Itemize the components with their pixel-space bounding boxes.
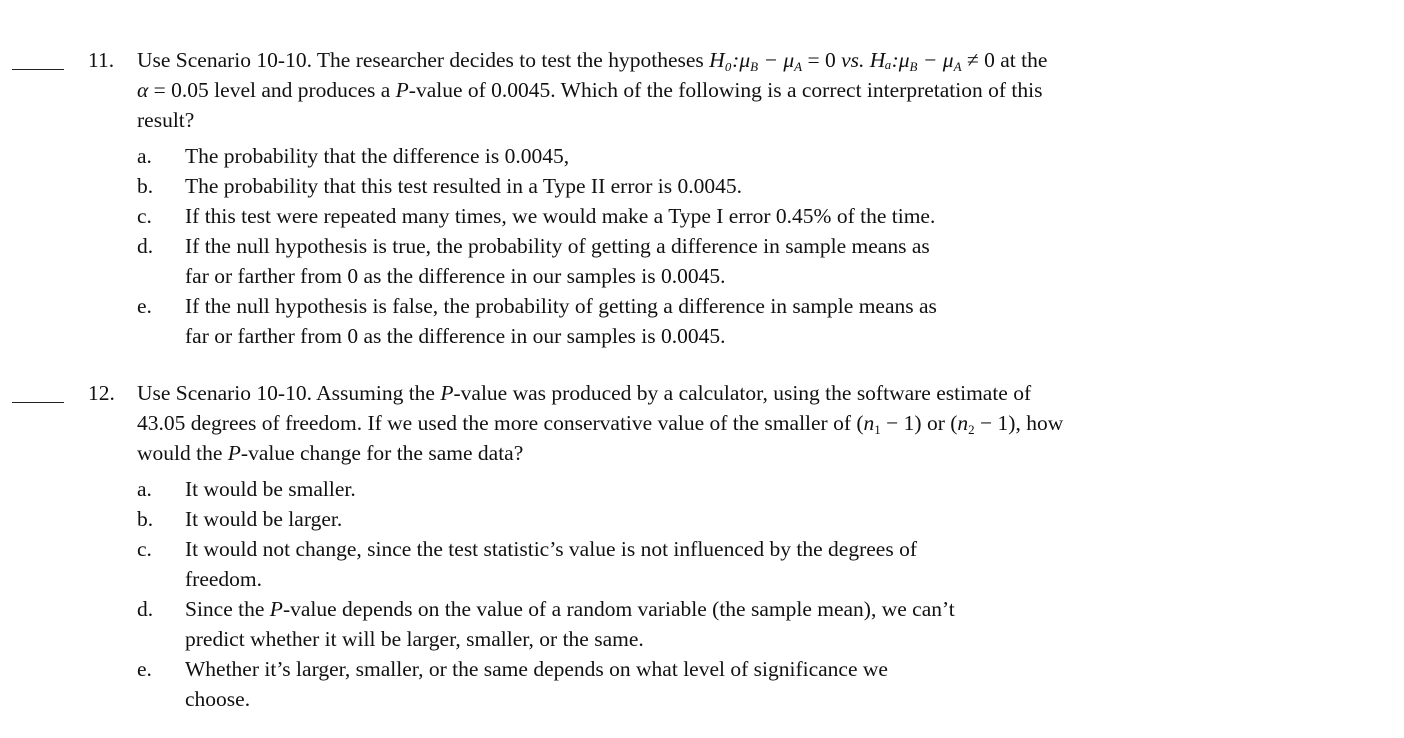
option-c[interactable]: c. It would not change, since the test statistic’s value is not influenced by the degrees of freedom.: [137, 537, 917, 591]
answer-options: [137, 474, 1237, 714]
stem-line: Use Scenario 10-10. The researcher decides to test the hypotheses $H_0:\mu_B - \mu_A = 0$ vs. $H_a:\mu_B - \mu_A \ne 0$ at the: [137, 48, 1048, 74]
question-number: 11.: [88, 48, 115, 72]
question-stem: [137, 378, 1297, 468]
option-b[interactable]: b. It would be larger.: [137, 507, 343, 531]
stem-line: 43.05 degrees of freedom. If we used the more conservative value of the smaller of $(n_1 - 1)$ or $(n_2 - 1)$, how: [137, 411, 1064, 437]
option-b[interactable]: b. The probability that this test resulted in a Type II error is 0.0045.: [137, 174, 742, 198]
question-number: 12.: [88, 381, 115, 405]
option-d[interactable]: d. If the null hypothesis is true, the probability of getting a difference in sample means as far or farther from 0 as the difference in our samples is 0.0045.: [137, 234, 930, 288]
option-a[interactable]: a. It would be smaller.: [137, 477, 356, 501]
stem-line: Use Scenario 10-10. Assuming the P-value was produced by a calculator, using the software estimate of: [137, 381, 1032, 405]
option-e[interactable]: e. Whether it’s larger, smaller, or the same depends on what level of significance we choose.: [137, 657, 888, 711]
answer-blank-11[interactable]: [12, 69, 64, 70]
option-d[interactable]: d. Since the P-value depends on the value of a random variable (the sample mean), we can’t predict whether it will be larger, smaller, or the same.: [137, 597, 955, 651]
stem-line: would the P-value change for the same data?: [137, 441, 524, 465]
stem-line: result?: [137, 108, 195, 132]
answer-blank-12[interactable]: [12, 402, 64, 403]
option-e[interactable]: e. If the null hypothesis is false, the probability of getting a difference in sample means as far or farther from 0 as the difference in our samples is 0.0045.: [137, 294, 937, 348]
option-a[interactable]: a. The probability that the difference is 0.0045,: [137, 144, 570, 168]
answer-options: [137, 141, 1237, 351]
stem-line: α = 0.05 level and produces a P-value of 0.0045. Which of the following is a correct interpretation of this: [137, 78, 1043, 102]
option-c[interactable]: c. If this test were repeated many times, we would make a Type I error 0.45% of the time.: [137, 204, 936, 228]
question-stem: [137, 45, 1297, 135]
